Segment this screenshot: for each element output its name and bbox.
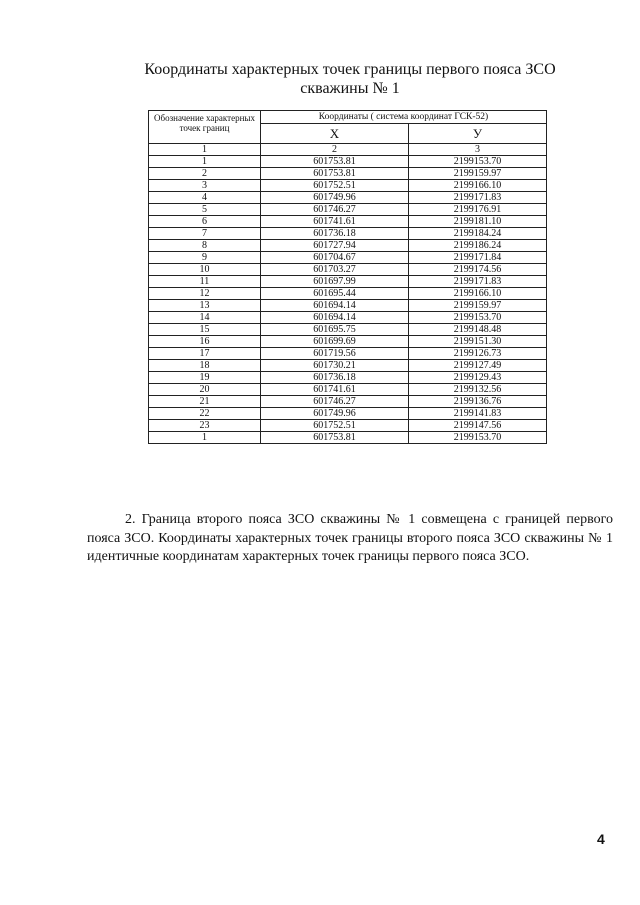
table-cell-y: 2199147.56 — [409, 420, 547, 432]
table-cell-x: 601736.18 — [261, 228, 409, 240]
table-cell-point: 16 — [149, 336, 261, 348]
table-row — [149, 324, 547, 336]
table-cell-point: 13 — [149, 300, 261, 312]
table-cell-y: 2199153.70 — [409, 312, 547, 324]
table-cell-x: 601753.81 — [261, 432, 409, 444]
table-cell-y: 2199171.83 — [409, 192, 547, 204]
table-cell-y: 2199126.73 — [409, 348, 547, 360]
table-row — [149, 264, 547, 276]
table-row — [149, 204, 547, 216]
table-cell-x: 601741.61 — [261, 216, 409, 228]
table-cell-point: 12 — [149, 288, 261, 300]
table-header-row — [149, 111, 547, 124]
table-cell-x: 601752.51 — [261, 180, 409, 192]
table-row — [149, 240, 547, 252]
table-cell-x: 601749.96 — [261, 408, 409, 420]
table-cell-y: 2199184.24 — [409, 228, 547, 240]
table-cell-point: 18 — [149, 360, 261, 372]
table-cell-x: 601746.27 — [261, 396, 409, 408]
table-cell-point: 9 — [149, 252, 261, 264]
table-cell-y: 2199151.30 — [409, 336, 547, 348]
table-cell-point: 21 — [149, 396, 261, 408]
table-cell-x: 601753.81 — [261, 168, 409, 180]
header-y: У — [409, 124, 547, 144]
table-cell-point: 2 — [149, 168, 261, 180]
table-cell-x: 601746.27 — [261, 204, 409, 216]
table-row — [149, 372, 547, 384]
table-cell-x: 601703.27 — [261, 264, 409, 276]
table-cell-point: 19 — [149, 372, 261, 384]
title-line-2: скважины № 1 — [300, 80, 400, 97]
table-cell-x: 601727.94 — [261, 240, 409, 252]
table-cell-x: 601695.44 — [261, 288, 409, 300]
table-cell-point: 7 — [149, 228, 261, 240]
table-row — [149, 432, 547, 444]
table-row — [149, 360, 547, 372]
title-line-1: Координаты характерных точек границы первого пояса ЗСО — [144, 61, 556, 78]
table-cell-x: 601730.21 — [261, 360, 409, 372]
table-cell-point: 10 — [149, 264, 261, 276]
table-row — [149, 168, 547, 180]
table-row — [149, 312, 547, 324]
table-row — [149, 300, 547, 312]
table-row — [149, 180, 547, 192]
header-x: Х — [261, 124, 409, 144]
table-cell-y: 2199136.76 — [409, 396, 547, 408]
table-cell-point: 6 — [149, 216, 261, 228]
table-cell-y: 2199171.84 — [409, 252, 547, 264]
table-cell-y: 2199176.91 — [409, 204, 547, 216]
table-cell-y: 2199166.10 — [409, 180, 547, 192]
table-row — [149, 252, 547, 264]
table-cell-y: 2199186.24 — [409, 240, 547, 252]
table-cell-point: 20 — [149, 384, 261, 396]
table-cell-point: 15 — [149, 324, 261, 336]
table-cell-y: 2199132.56 — [409, 384, 547, 396]
table-cell-x: 601699.69 — [261, 336, 409, 348]
table-row — [149, 348, 547, 360]
table-cell-x: 601741.61 — [261, 384, 409, 396]
table-cell-y: 2199148.48 — [409, 324, 547, 336]
table-cell-y: 2199159.97 — [409, 300, 547, 312]
table-cell-point: 23 — [149, 420, 261, 432]
paragraph-second-zone: 2. Граница второго пояса ЗСО скважины № 1 совмещена с границей первого пояса ЗСО. Координаты характерных точек границы второго пояса ЗСО скважины № 1 идентичные координатам характерных точек границы первого пояса ЗСО. — [87, 512, 613, 564]
table-cell-y: 2199171.83 — [409, 276, 547, 288]
header-coordinates-group: Координаты ( система координат ГСК-52) — [261, 111, 547, 124]
table-cell-point: 17 — [149, 348, 261, 360]
table-cell-x: 601736.18 — [261, 372, 409, 384]
table-cell-x: 601704.67 — [261, 252, 409, 264]
table-cell-x: 601752.51 — [261, 420, 409, 432]
coordinates-table — [148, 110, 547, 444]
table-cell-point: 3 — [149, 180, 261, 192]
table-cell-point: 11 — [149, 276, 261, 288]
table-cell-point: 14 — [149, 312, 261, 324]
table-cell-y: 2199141.83 — [409, 408, 547, 420]
table-cell-y: 2199159.97 — [409, 168, 547, 180]
table-cell-x: 601753.81 — [261, 156, 409, 168]
column-number-1: 1 — [149, 144, 261, 156]
table-cell-point: 5 — [149, 204, 261, 216]
table-cell-x: 601719.56 — [261, 348, 409, 360]
column-number-3: 3 — [409, 144, 547, 156]
table-cell-point: 8 — [149, 240, 261, 252]
table-cell-x: 601695.75 — [261, 324, 409, 336]
header-point-label: Обозначение характерных точек границ — [149, 111, 261, 144]
table-cell-y: 2199166.10 — [409, 288, 547, 300]
table-row — [149, 288, 547, 300]
table-row — [149, 216, 547, 228]
column-number-2: 2 — [261, 144, 409, 156]
table-cell-x: 601749.96 — [261, 192, 409, 204]
table-cell-y: 2199153.70 — [409, 156, 547, 168]
table-cell-y: 2199181.10 — [409, 216, 547, 228]
table-cell-point: 22 — [149, 408, 261, 420]
page-number: 4 — [597, 831, 605, 847]
table-row — [149, 228, 547, 240]
table-row — [149, 336, 547, 348]
table-column-numbers-row — [149, 144, 547, 156]
table-row — [149, 276, 547, 288]
table-cell-x: 601697.99 — [261, 276, 409, 288]
table-cell-y: 2199153.70 — [409, 432, 547, 444]
table-row — [149, 408, 547, 420]
table-cell-y: 2199174.56 — [409, 264, 547, 276]
table-cell-point: 1 — [149, 156, 261, 168]
table-cell-y: 2199129.43 — [409, 372, 547, 384]
table-cell-y: 2199127.49 — [409, 360, 547, 372]
table-cell-point: 1 — [149, 432, 261, 444]
table-cell-point: 4 — [149, 192, 261, 204]
table-row — [149, 396, 547, 408]
table-row — [149, 384, 547, 396]
document-title — [140, 60, 560, 98]
table-row — [149, 420, 547, 432]
table-row — [149, 192, 547, 204]
table-cell-x: 601694.14 — [261, 300, 409, 312]
table-cell-x: 601694.14 — [261, 312, 409, 324]
table-row — [149, 156, 547, 168]
